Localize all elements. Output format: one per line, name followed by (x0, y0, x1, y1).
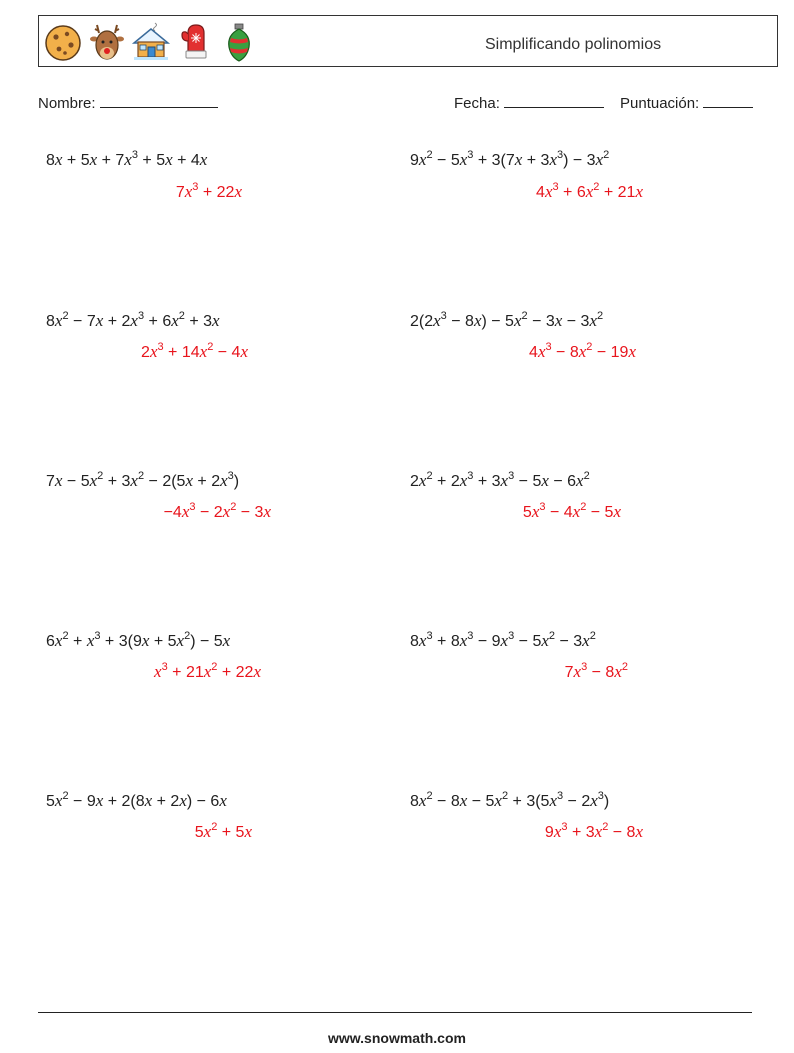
ornament-icon (219, 21, 259, 63)
date-label: Fecha: (454, 95, 500, 112)
footer-website: www.snowmath.com (328, 1030, 466, 1046)
problem-expression: $8x + 5x + 7x^3 + 5x + 4x$ (46, 149, 208, 169)
name-label: Nombre: (38, 95, 96, 112)
problem-answer: $9x^3 + 3x^2 - 8x$ (544, 821, 643, 841)
problem-answer: $4x^3 + 6x^2 + 21x$ (536, 181, 643, 201)
footer-divider (38, 1012, 752, 1013)
score-label: Puntuación: (620, 95, 700, 112)
reindeer-icon (87, 21, 127, 63)
problem-answer: $5x^3 - 4x^2 - 5x$ (522, 501, 621, 521)
page-title: Simplificando polinomios (485, 36, 662, 53)
problem-expression: $8x^3 + 8x^3 - 9x^3 - 5x^2 - 3x^2$ (410, 630, 596, 650)
problem-expression: $5x^2 - 9x + 2(8x + 2x) - 6x$ (46, 790, 227, 810)
name-blank (100, 92, 218, 108)
problem-answer: $2x^3 + 14x^2 - 4x$ (141, 341, 248, 361)
house-icon (131, 21, 171, 63)
cookie-icon (43, 21, 83, 63)
problem-expression: $8x^2 - 7x + 2x^3 + 6x^2 + 3x$ (46, 310, 220, 330)
problem-expression: $2(2x^3 - 8x) - 5x^2 - 3x - 3x^2$ (410, 310, 604, 330)
problem-expression: $2x^2 + 2x^3 + 3x^3 - 5x - 6x^2$ (410, 470, 590, 490)
problem-answer: $5x^2 + 5x$ (194, 821, 252, 841)
date-field (454, 92, 604, 112)
problem-answer: $7x^3 + 22x$ (175, 181, 242, 201)
score-blank (703, 92, 753, 108)
mitten-icon (175, 21, 215, 63)
problem-expression: $8x^2 - 8x - 5x^2 + 3(5x^3 - 2x^3)$ (410, 790, 610, 810)
score-field (620, 92, 753, 112)
problem-expression: $9x^2 - 5x^3 + 3(7x + 3x^3) - 3x^2$ (410, 149, 610, 169)
problem-answer: $4x^3 - 8x^2 - 19x$ (529, 341, 636, 361)
problem-answer: $x^3 + 21x^2 + 22x$ (154, 661, 261, 681)
worksheet-header (38, 15, 778, 67)
problem-expression: $7x - 5x^2 + 3x^2 - 2(5x + 2x^3)$ (46, 470, 240, 490)
problem-answer: $7x^3 - 8x^2$ (564, 661, 628, 681)
date-blank (504, 92, 604, 108)
problem-expression: $6x^2 + x^3 + 3(9x + 5x^2) - 5x$ (46, 630, 231, 650)
decorative-icons (43, 21, 259, 63)
problem-answer: $-4x^3 - 2x^2 - 3x$ (163, 501, 271, 521)
name-field (38, 92, 218, 112)
